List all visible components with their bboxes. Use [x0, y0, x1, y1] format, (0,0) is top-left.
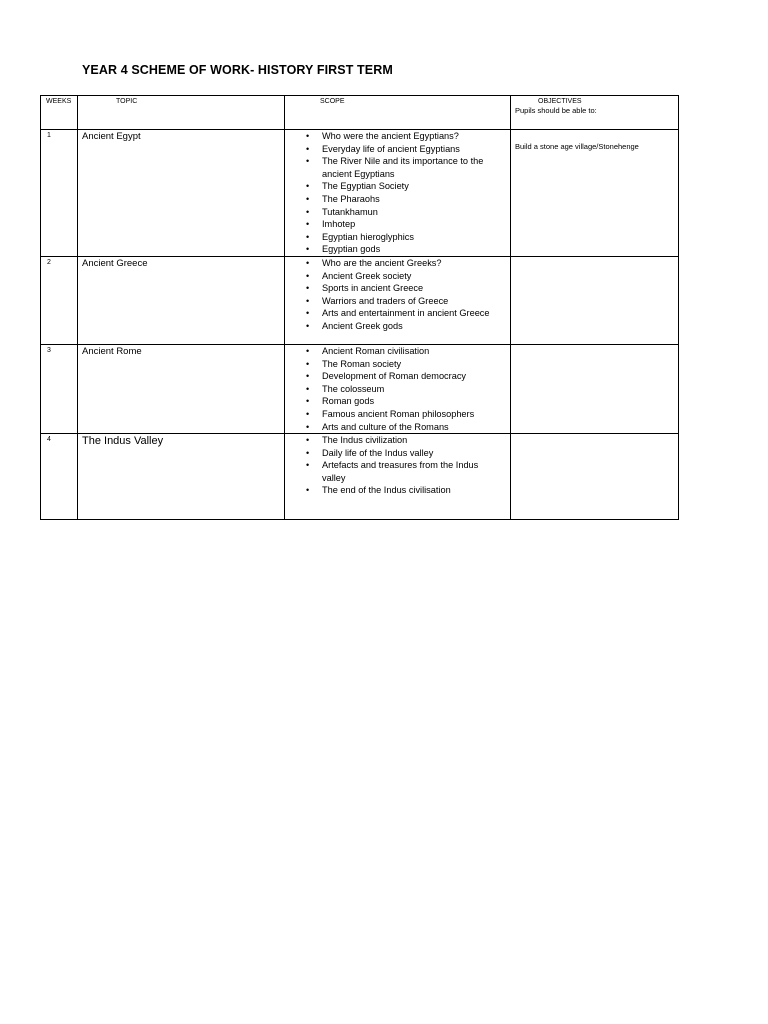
header-objectives-cell: [511, 96, 679, 130]
scope-item: • Warriors and traders of Greece: [285, 295, 510, 308]
objective-text: Build a stone age village/Stonehenge: [515, 142, 639, 151]
scope-item: • Who are the ancient Greeks?: [285, 257, 510, 270]
scheme-of-work-table: [40, 95, 679, 520]
week-cell: [41, 344, 78, 433]
scope-item: • Arts and entertainment in ancient Greece: [285, 307, 510, 320]
header-weeks-cell: [41, 96, 78, 130]
document-title: YEAR 4 SCHEME OF WORK- HISTORY FIRST TERM: [82, 63, 393, 77]
scope-item: • The Roman society: [285, 358, 510, 371]
header-topic-cell: [78, 96, 285, 130]
header-topic: TOPIC: [116, 98, 138, 105]
topic-cell: [78, 256, 285, 344]
week-number: 4: [47, 436, 51, 444]
scope-list: [285, 434, 510, 497]
scope-item: • The Indus civilization: [285, 434, 510, 447]
table-row: [41, 344, 679, 433]
scope-cell: [285, 256, 511, 344]
scope-item: • Daily life of the Indus valley: [285, 447, 510, 460]
week-cell: [41, 434, 78, 520]
scope-item: • The River Nile and its importance to the ancient Egyptians: [285, 155, 510, 180]
scope-item: • Imhotep: [285, 218, 510, 231]
scope-item: • Development of Roman democracy: [285, 370, 510, 383]
week-cell: [41, 130, 78, 257]
table-row: [41, 256, 679, 344]
scope-item: • Arts and culture of the Romans: [285, 421, 510, 434]
topic-cell: [78, 344, 285, 433]
table-row: [41, 434, 679, 520]
scope-list: [285, 257, 510, 333]
objective-cell: [511, 130, 679, 257]
scope-item: • Ancient Roman civilisation: [285, 345, 510, 358]
table-header-row: [41, 96, 679, 130]
header-objectives: OBJECTIVES: [538, 98, 582, 105]
topic-text: Ancient Rome: [82, 345, 142, 357]
header-weeks: WEEKS: [46, 98, 72, 105]
scope-cell: [285, 344, 511, 433]
header-scope-cell: [285, 96, 511, 130]
scope-item: • The colosseum: [285, 383, 510, 396]
scope-item: • Tutankhamun: [285, 206, 510, 219]
scope-item: • Ancient Greek gods: [285, 320, 510, 333]
objective-text: [511, 257, 678, 269]
scope-item: • The Pharaohs: [285, 193, 510, 206]
scope-item: • Who were the ancient Egyptians?: [285, 130, 510, 143]
scope-cell: [285, 434, 511, 520]
objective-cell: [511, 256, 679, 344]
topic-text: Ancient Greece: [82, 257, 148, 269]
header-objectives-subtitle: Pupils should be able to:: [515, 106, 597, 115]
scope-cell: [285, 130, 511, 257]
objective-cell: [511, 434, 679, 520]
scope-item: • Egyptian gods: [285, 243, 510, 256]
scope-item: • Egyptian hieroglyphics: [285, 231, 510, 244]
objective-cell: [511, 344, 679, 433]
scope-item: • The end of the Indus civilisation: [285, 484, 510, 497]
scope-item: • Sports in ancient Greece: [285, 282, 510, 295]
scope-item: • The Egyptian Society: [285, 180, 510, 193]
scope-item: • Ancient Greek society: [285, 270, 510, 283]
objective-text: [511, 345, 678, 357]
topic-text: Ancient Egypt: [82, 131, 141, 142]
scope-list: [285, 345, 510, 433]
scope-item: • Everyday life of ancient Egyptians: [285, 143, 510, 156]
week-number: 1: [47, 132, 51, 139]
topic-cell: [78, 434, 285, 520]
topic-text: The Indus Valley: [82, 435, 164, 448]
topic-cell: [78, 130, 285, 257]
week-cell: [41, 256, 78, 344]
objective-text: [511, 434, 678, 446]
week-number: 2: [47, 258, 51, 266]
scope-item: • Roman gods: [285, 395, 510, 408]
scope-item: • Artefacts and treasures from the Indus valley: [285, 459, 510, 484]
week-number: 3: [47, 346, 51, 354]
scope-list: [285, 130, 510, 256]
header-scope: SCOPE: [320, 98, 345, 105]
scope-item: • Famous ancient Roman philosophers: [285, 408, 510, 421]
table-row: [41, 130, 679, 257]
